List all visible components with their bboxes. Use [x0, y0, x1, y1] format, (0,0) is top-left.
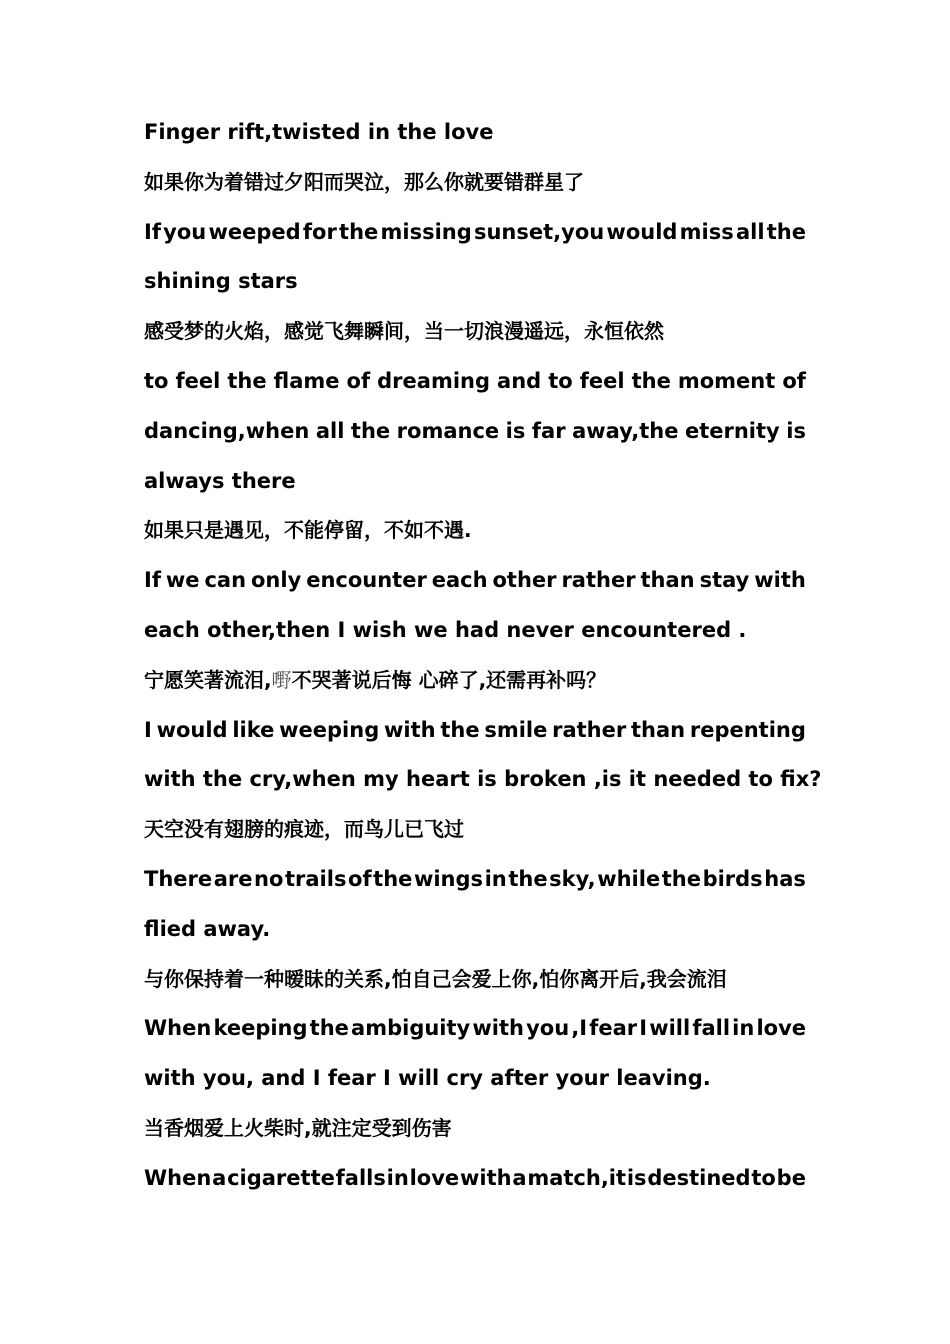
word: in [386, 1165, 409, 1190]
line-12-part-1: 宁愿笑著流泪, [144, 667, 272, 692]
line-1: Finger rift,twisted in the love [144, 120, 494, 144]
word: sky, [549, 866, 596, 891]
word: all [735, 219, 765, 244]
line-12 [144, 656, 806, 706]
word: cigarette [227, 1165, 335, 1190]
word: feel [175, 368, 221, 393]
word: other [492, 568, 557, 593]
word: flame [273, 368, 340, 393]
line-22 [144, 1154, 806, 1204]
word: the [373, 866, 413, 891]
word: fall [692, 1016, 731, 1041]
word: the [440, 717, 480, 742]
word: the [227, 368, 267, 393]
word: of [346, 368, 371, 393]
word: of [348, 866, 372, 891]
word: away,the [572, 418, 679, 443]
word: love [409, 1165, 460, 1190]
word: while [597, 866, 661, 891]
word: weeping [279, 717, 380, 742]
word: is [505, 418, 526, 443]
word: birds [702, 866, 763, 891]
line-12-part-2: 不哭著说后悔 心碎了,还需再补吗？ [291, 667, 607, 692]
word: each [431, 568, 488, 593]
word: dancing,when [144, 418, 310, 443]
word: no [254, 866, 284, 891]
word: a [212, 1165, 227, 1190]
word: keeping [213, 1016, 308, 1041]
word: trails [284, 866, 347, 891]
word: feel [579, 368, 625, 393]
word: with [459, 1165, 512, 1190]
line-11: each other,then I wish we had never encountered . [144, 617, 747, 642]
word: only [251, 568, 302, 593]
word: in [484, 866, 507, 891]
word: than [630, 717, 686, 742]
word: in [732, 1016, 755, 1041]
word: sunset,you [473, 219, 605, 244]
word: wings [413, 866, 484, 891]
word: we [165, 568, 200, 593]
word: weeped [208, 219, 301, 244]
word: ambiguity [351, 1016, 471, 1041]
word: the [339, 219, 379, 244]
word: would [606, 219, 678, 244]
line-9: 如果只是遇见，不能停留，不如不遇. [144, 518, 472, 543]
line-3 [144, 208, 806, 258]
word: would [156, 717, 228, 742]
word: ,I [571, 1016, 588, 1041]
word: encounter [306, 568, 427, 593]
line-15: 天空没有翅膀的痕迹，而鸟儿已飞过 [144, 817, 464, 842]
word: to [548, 368, 573, 393]
word: If [144, 568, 161, 593]
line-12-glyph: 嘢 [271, 667, 292, 692]
word: When [144, 1016, 212, 1041]
word: to [144, 368, 169, 393]
word: romance [396, 418, 500, 443]
word: moment [677, 368, 776, 393]
word: like [232, 717, 275, 742]
word: all [315, 418, 345, 443]
document-body [144, 108, 822, 1204]
line-5: 感受梦的火焰，感觉飞舞瞬间，当一切浪漫遥远，永恒依然 [144, 319, 664, 344]
word: far [531, 418, 566, 443]
word: There [144, 866, 213, 891]
word: destined [647, 1165, 751, 1190]
word: will [649, 1016, 691, 1041]
word: are [213, 866, 253, 891]
word: I [144, 717, 152, 742]
word: match,it [527, 1165, 627, 1190]
word: I [639, 1016, 648, 1041]
word: you [526, 1016, 570, 1041]
word: is [786, 418, 806, 443]
word: be [776, 1165, 806, 1190]
word: you [163, 219, 207, 244]
line-21: 当香烟爱上火柴时,就注定受到伤害 [144, 1115, 452, 1140]
word: with [754, 568, 806, 593]
word: fear [589, 1016, 638, 1041]
word: eternity [684, 418, 780, 443]
line-16 [144, 855, 806, 905]
line-18: 与你保持着一种暧昧的关系,怕自己会爱上你,怕你离开后,我会流泪 [144, 966, 727, 991]
line-4: shining stars [144, 269, 298, 294]
word: love [756, 1016, 806, 1041]
word: the [508, 866, 548, 891]
word: the [631, 368, 671, 393]
word: repenting [689, 717, 806, 742]
line-20: with you, and I fear I will cry after your leaving. [144, 1066, 711, 1091]
word: has [764, 866, 806, 891]
word: smile [484, 717, 548, 742]
line-6 [144, 357, 806, 407]
word: the [350, 418, 391, 443]
word: When [144, 1165, 212, 1190]
word: stay [699, 568, 750, 593]
word: the [661, 866, 701, 891]
line-10 [144, 556, 806, 606]
line-2: 如果你为着错过夕阳而哭泣，那么你就要错群星了 [144, 169, 584, 194]
word: miss [679, 219, 734, 244]
line-8: always there [144, 468, 296, 493]
line-7 [144, 407, 806, 457]
line-19 [144, 1004, 806, 1054]
word: the [309, 1016, 349, 1041]
word: rather [561, 568, 636, 593]
word: the [766, 219, 806, 244]
word: to [751, 1165, 776, 1190]
word: is [626, 1165, 647, 1190]
word: with [472, 1016, 524, 1041]
word: falls [335, 1165, 386, 1190]
word: can [204, 568, 247, 593]
word: If [144, 219, 161, 244]
line-17: flied away. [144, 916, 271, 941]
word: than [640, 568, 695, 593]
word: rather [552, 717, 627, 742]
word: with [384, 717, 436, 742]
word: and [497, 368, 542, 393]
word: a [512, 1165, 527, 1190]
word: of [782, 368, 806, 393]
line-13 [144, 706, 806, 756]
word: missing [380, 219, 472, 244]
word: dreaming [377, 368, 491, 393]
line-14: with the cry,when my heart is broken ,is it needed to fix? [144, 767, 822, 792]
word: for [302, 219, 337, 244]
